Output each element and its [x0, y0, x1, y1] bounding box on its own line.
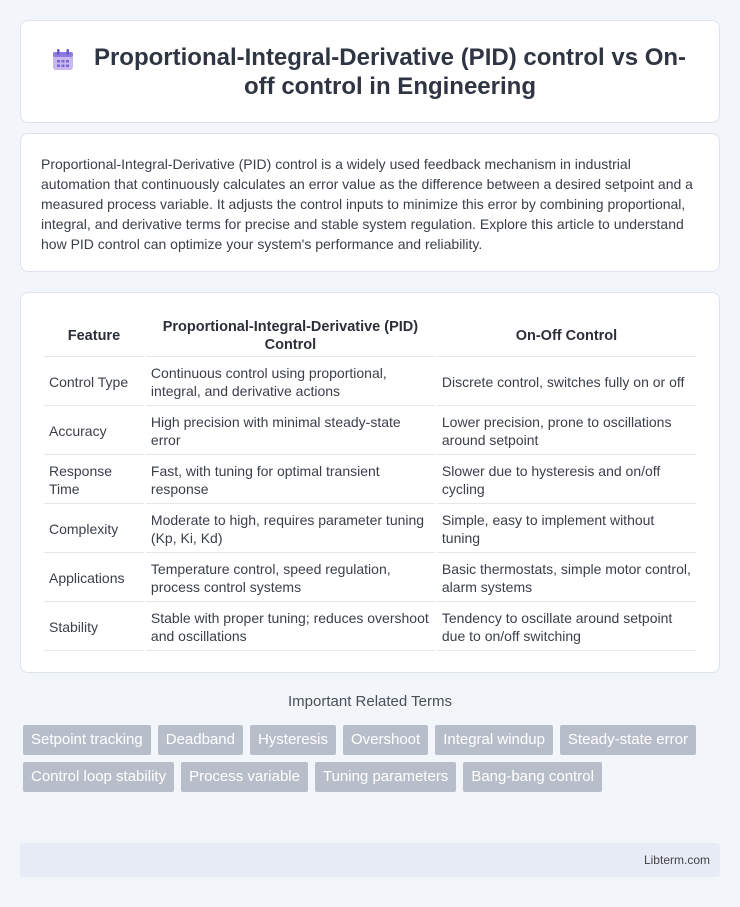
row-onoff: Discrete control, switches fully on or off	[437, 359, 696, 406]
row-pid: Continuous control using proportional, integral, and derivative actions	[146, 359, 435, 406]
term-tag[interactable]: Integral windup	[435, 725, 553, 755]
row-feature: Control Type	[44, 359, 144, 406]
row-feature: Applications	[44, 555, 144, 602]
page-title: Proportional-Integral-Derivative (PID) control vs On-off control in Engineering	[93, 43, 687, 100]
row-onoff: Tendency to oscillate around setpoint due to on/off switching	[437, 604, 696, 651]
term-tag[interactable]: Tuning parameters	[315, 762, 456, 792]
term-tag[interactable]: Control loop stability	[23, 762, 174, 792]
row-feature: Response Time	[44, 457, 144, 504]
header-feature: Feature	[44, 315, 144, 357]
document-list-icon	[50, 47, 76, 73]
term-tag[interactable]: Bang-bang control	[463, 762, 602, 792]
row-feature: Complexity	[44, 506, 144, 553]
row-pid: Stable with proper tuning; reduces overshoot and oscillations	[146, 604, 435, 651]
row-onoff: Lower precision, prone to oscillations around setpoint	[437, 408, 696, 455]
table-row	[44, 408, 696, 455]
header-onoff: On-Off Control	[437, 315, 696, 357]
related-terms-list	[23, 725, 723, 799]
intro-card	[20, 133, 720, 272]
table-row	[44, 359, 696, 406]
row-onoff: Simple, easy to implement without tuning	[437, 506, 696, 553]
comparison-table	[42, 313, 698, 653]
row-feature: Stability	[44, 604, 144, 651]
related-terms-heading: Important Related Terms	[288, 693, 452, 710]
row-pid: Fast, with tuning for optimal transient response	[146, 457, 435, 504]
title-card	[20, 20, 720, 123]
row-pid: High precision with minimal steady-state error	[146, 408, 435, 455]
term-tag[interactable]: Process variable	[181, 762, 308, 792]
row-feature: Accuracy	[44, 408, 144, 455]
row-pid: Temperature control, speed regulation, process control systems	[146, 555, 435, 602]
table-row	[44, 604, 696, 651]
row-onoff: Basic thermostats, simple motor control, alarm systems	[437, 555, 696, 602]
term-tag[interactable]: Steady-state error	[560, 725, 696, 755]
row-pid: Moderate to high, requires parameter tuning (Kp, Ki, Kd)	[146, 506, 435, 553]
term-tag[interactable]: Setpoint tracking	[23, 725, 151, 755]
table-row	[44, 506, 696, 553]
row-onoff: Slower due to hysteresis and on/off cycling	[437, 457, 696, 504]
footer-site-link[interactable]: Libterm.com	[643, 853, 710, 867]
table-row	[44, 457, 696, 504]
term-tag[interactable]: Deadband	[158, 725, 243, 755]
term-tag[interactable]: Overshoot	[343, 725, 428, 755]
term-tag[interactable]: Hysteresis	[250, 725, 336, 755]
intro-paragraph: Proportional-Integral-Derivative (PID) control is a widely used feedback mechanism in industrial automation that continuously calculates an error value as the difference between a desired setpoint and a measured process variable. It adjusts the control inputs to minimize this error by combining proportional, integral, and derivative terms for precise and stable system regulation. Explore this article to understand how PID control can optimize your system's performance and reliability.	[41, 156, 693, 252]
footer	[20, 843, 720, 877]
table-header-row	[44, 315, 696, 357]
header-pid: Proportional-Integral-Derivative (PID) Control	[146, 315, 435, 357]
comparison-card	[20, 292, 720, 673]
table-row	[44, 555, 696, 602]
